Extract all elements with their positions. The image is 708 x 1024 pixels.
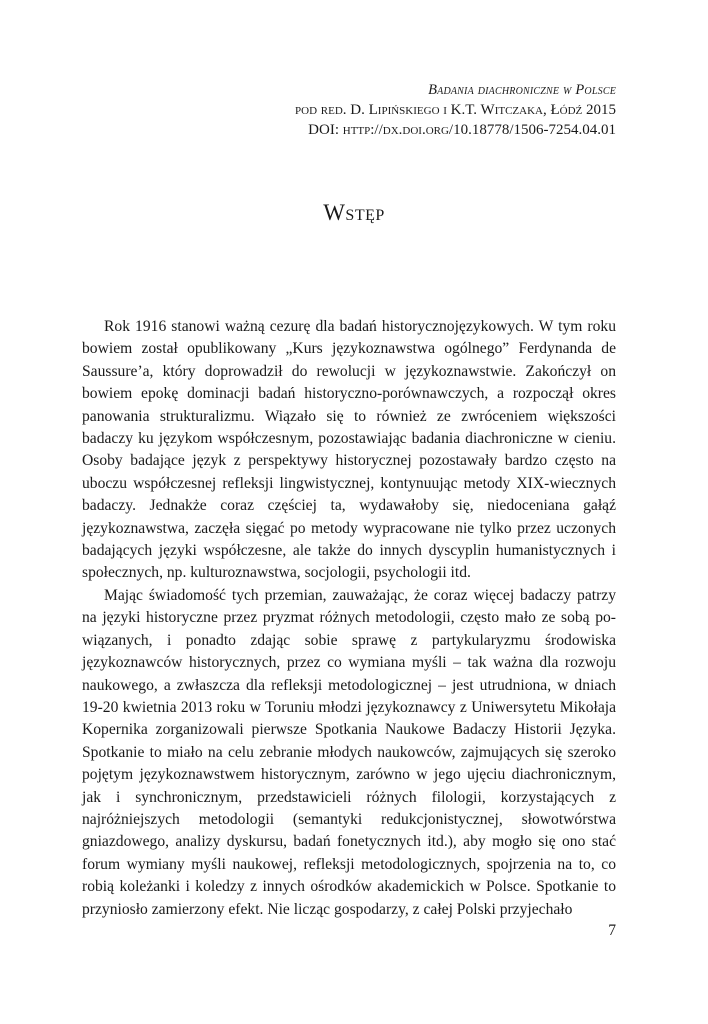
series-title: Badania diachroniczne w Polsce xyxy=(428,82,616,98)
paragraph-2: Mając świadomość tych przemian, zauważając, że coraz więcej badaczy patrzy na języki historyczne przez pryzmat różnych metodologii, często mało ze sobą powiązanych, i ponadto zdając sobie sprawę z partykularyzmu środowiska językoznawców historycznych, przez co wymiana myśli – tak ważna dla rozwoju naukowego, a zwłaszcza dla refleksji metodologicznej – jest utrudniona, w dniach 19-20 kwietnia 2013 roku w Toruniu młodzi językoznawcy z Uniwersytetu Mikołaja Kopernika zorganizowali pierwsze Spotkania Naukowe Badaczy Historii Języka. Spotkanie to miało na celu zebranie młodych naukowców, zajmujących się szeroko pojętym językoznawstwem historycznym, zarówno w jego ujęciu diachronicznym, jak i synchronicznym, przedstawicieli różnych filologii, korzystających z najróżniejszych metodologii (semantyki redukcjonistycznej, słowotwórstwa gniazdowego, analizy dyskursu, badań fonetycznych itd.), aby mogło się ono stać forum wymiany myśli naukowej, refleksji metodologicznych, spojrzenia na to, co robią koleżanki i koledzy z innych ośrodków akademickich w Polsce. Spotkanie to przyniosło zamierzony efekt. Nie licząc gospodarzy, z całej Polski przyjechało xyxy=(82,586,616,918)
running-header xyxy=(295,80,616,140)
paragraph-1: Rok 1916 stanowi ważną cezurę dla badań historycznojęzykowych. W tym roku bowiem został opublikowany „Kurs językoznawstwa ogólnego” Ferdynanda de Saussure’a, który doprowadził do rewolucji w językoznawstwie. Zakończył on bowiem epokę dominacji badań historyczno-porównawczych, a rozpoczął okres panowania strukturalizmu. Wiązało się to również ze zwróceniem większości badaczy ku językom współczesnym, pozostawiając badania diachroniczne w cieniu. Osoby badające język z perspektywy historycznej pozostawały bardzo często na uboczu współczesnej refleksji lingwistycznej, kontynuując metody XIX-wiecznych badaczy. Jednakże coraz częściej ta, wydawałoby się, niedoceniana gałąź językoznawstwa, zaczęła sięgać po metody wypracowane nie tylko przez uczonych badających języki współczesne, ale także do innych dyscyplin humanistycznych i społecznych, np. kulturoznawstwa, socjologii, psychologii itd. xyxy=(82,318,616,582)
chapter-title: Wstęp xyxy=(323,200,385,225)
doi-line: DOI: http://dx.doi.org/10.18778/1506-7254.04.01 xyxy=(308,122,616,138)
editors-line: pod red. D. Lipińskiego i K.T. Witczaka, Łódź 2015 xyxy=(295,102,616,118)
body-text xyxy=(82,316,616,921)
page-number: 7 xyxy=(608,922,616,939)
